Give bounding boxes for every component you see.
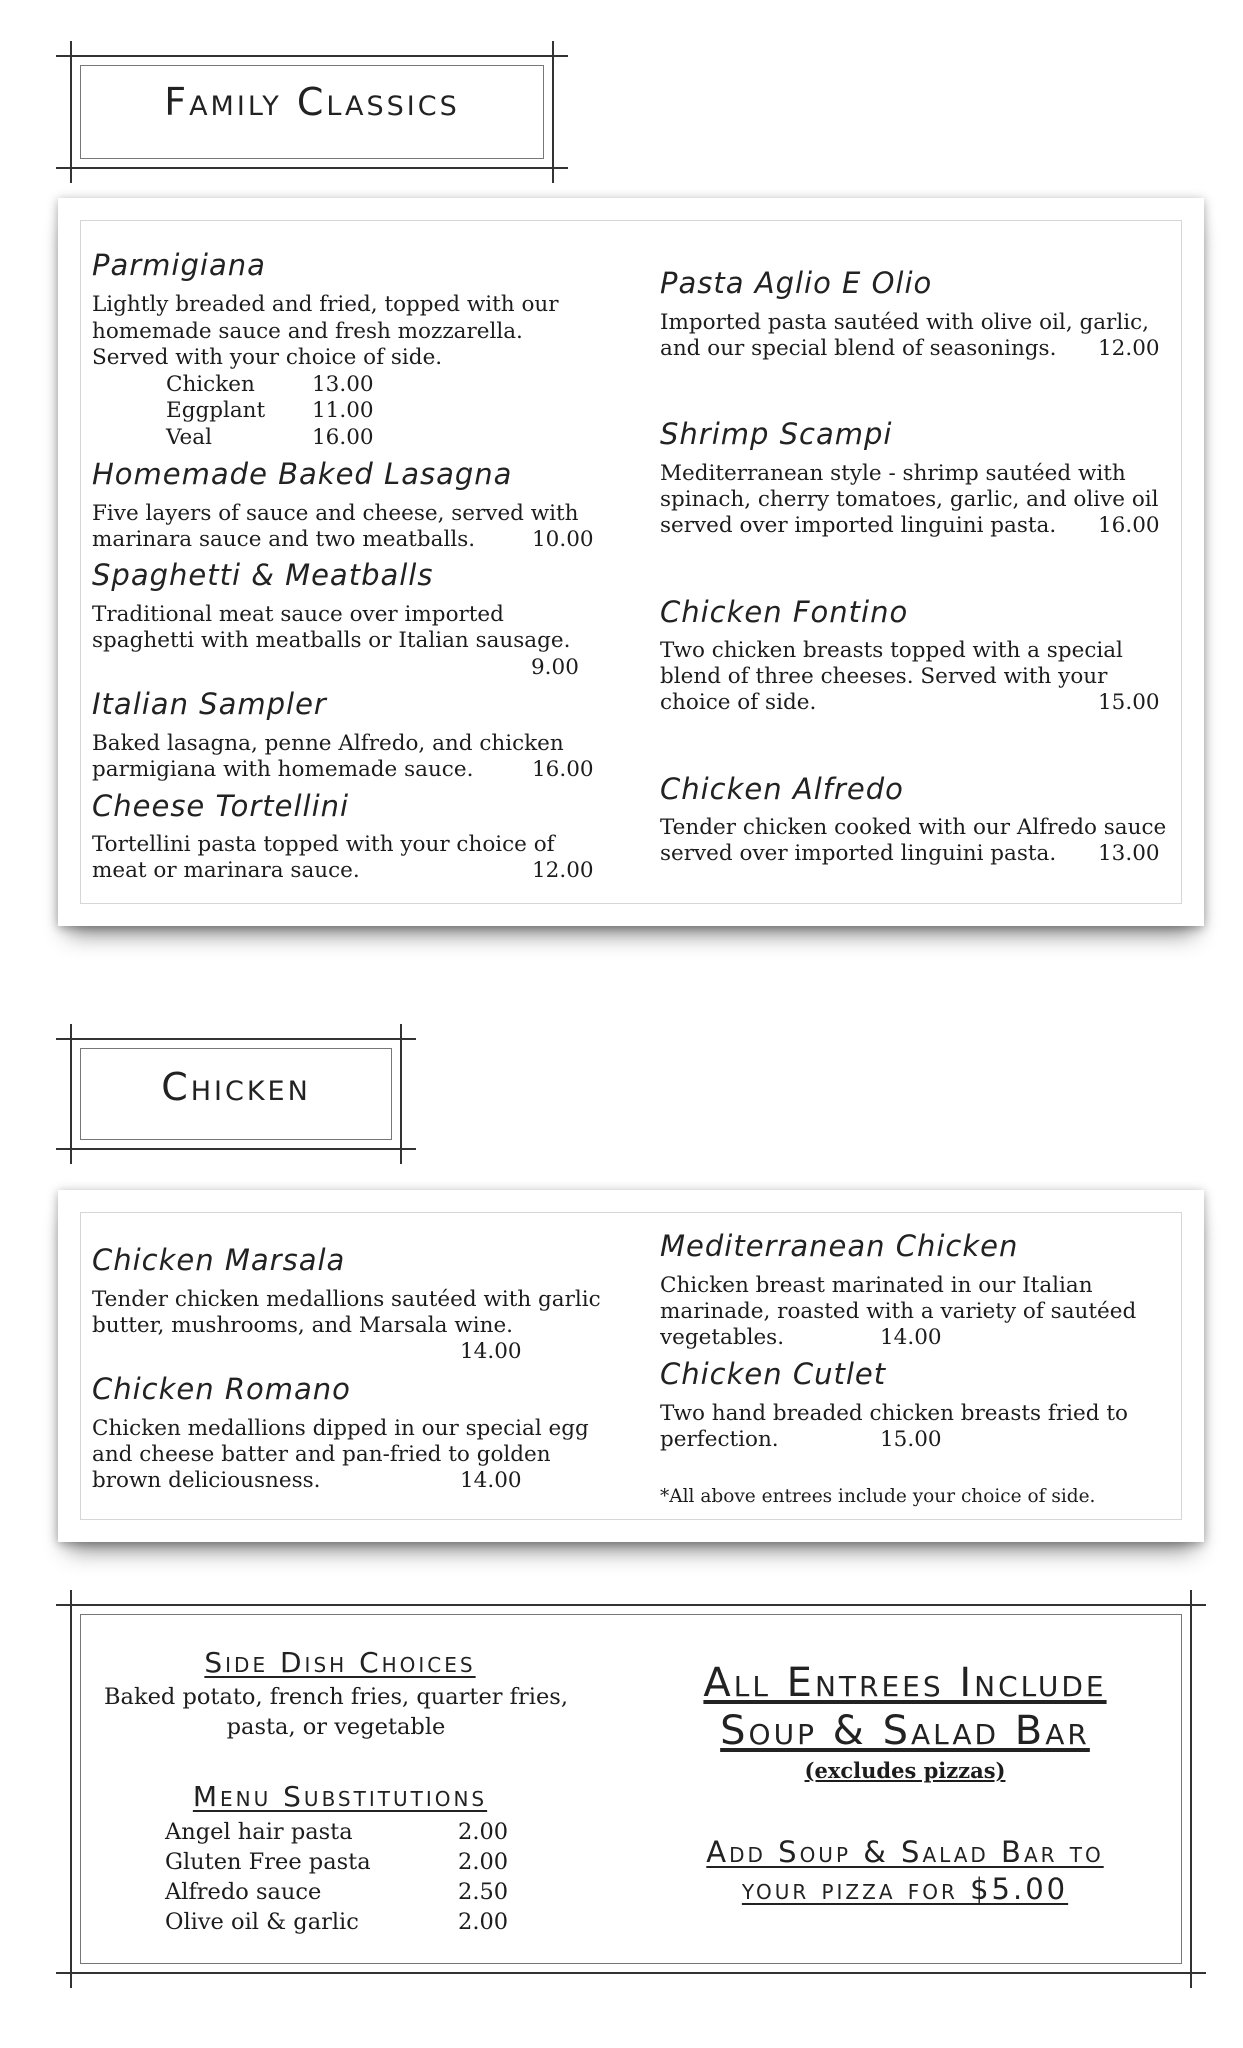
dish-price: 15.00 [880, 1427, 942, 1452]
addon-line2: your pizza for $5.00 [741, 1872, 1069, 1906]
dish-description: perfection. [660, 1427, 779, 1452]
dish-description: spaghetti with meatballs or Italian sausage. [92, 628, 571, 653]
dish-price: 9.00 [531, 655, 579, 680]
promo-headline-line2: Soup & Salad Bar [720, 1708, 1090, 1754]
dish-description: Five layers of sauce and cheese, served with [92, 501, 579, 526]
dish-description: and our special blend of seasonings. [660, 336, 1057, 361]
promo-headline-line1: All Entrees Include [703, 1660, 1107, 1706]
dish-description: Tender chicken medallions sautéed with garlic [92, 1287, 601, 1312]
chicken-title-frame [70, 1038, 402, 1150]
dish-description: Traditional meat sauce over imported [92, 602, 504, 627]
option-price: 16.00 [312, 425, 374, 450]
substitution-price: 2.00 [458, 1909, 509, 1935]
dish-description: choice of side. [660, 690, 817, 715]
family-classics-title-frame [70, 55, 554, 169]
substitution-price: 2.00 [458, 1849, 509, 1875]
dish-description: brown deliciousness. [92, 1468, 321, 1493]
dish-name: Chicken Romano [92, 1372, 351, 1406]
substitution-label: Angel hair pasta [165, 1819, 353, 1845]
dish-price: 12.00 [1098, 336, 1160, 361]
dish-description: and cheese batter and pan-fried to golden [92, 1442, 551, 1467]
dish-name: Pasta Aglio E Olio [660, 266, 933, 300]
dish-description: Two chicken breasts topped with a special [660, 638, 1123, 663]
dish-price: 14.00 [460, 1339, 522, 1364]
dish-description: Baked lasagna, penne Alfredo, and chicken [92, 731, 564, 756]
dish-description: Served with your choice of side. [92, 345, 443, 370]
dish-description: parmigiana with homemade sauce. [92, 757, 474, 782]
dish-description: Imported pasta sautéed with olive oil, garlic, [660, 310, 1149, 335]
option-label: Veal [166, 425, 212, 450]
dish-name: Homemade Baked Lasagna [92, 457, 513, 491]
dish-description: served over imported linguini pasta. [660, 513, 1057, 538]
dish-description: meat or marinara sauce. [92, 858, 360, 883]
dish-description: butter, mushrooms, and Marsala wine. [92, 1313, 514, 1338]
dish-name: Chicken Cutlet [660, 1357, 887, 1391]
dish-price: 13.00 [1098, 841, 1160, 866]
substitution-label: Olive oil & garlic [165, 1909, 359, 1935]
dish-description: served over imported linguini pasta. [660, 841, 1057, 866]
dish-name: Chicken Marsala [92, 1243, 346, 1277]
dish-description: Two hand breaded chicken breasts fried to [660, 1401, 1128, 1426]
menu-substitutions-heading: Menu Substitutions [192, 1780, 488, 1813]
dish-name: Mediterranean Chicken [660, 1229, 1019, 1263]
dish-description: Tortellini pasta topped with your choice of [92, 832, 555, 857]
dish-name: Chicken Fontino [660, 595, 909, 629]
side-dish-list: Baked potato, french fries, quarter fries, [104, 1684, 568, 1710]
option-price: 11.00 [312, 398, 374, 423]
substitution-price: 2.00 [458, 1819, 509, 1845]
dish-price: 14.00 [460, 1468, 522, 1493]
promo-exclusion-note: (excludes pizzas) [804, 1758, 1006, 1783]
dish-price: 14.00 [880, 1325, 942, 1350]
dish-description: Chicken breast marinated in our Italian [660, 1273, 1093, 1298]
dish-description: vegetables. [660, 1325, 785, 1350]
dish-price: 12.00 [532, 858, 594, 883]
substitution-price: 2.50 [458, 1879, 509, 1905]
dish-price: 10.00 [532, 527, 594, 552]
dish-name: Parmigiana [92, 248, 266, 282]
side-dish-list: pasta, or vegetable [226, 1714, 446, 1740]
side-dish-choices-heading: Side Dish Choices [204, 1646, 476, 1679]
dish-description: homemade sauce and fresh mozzarella. [92, 319, 523, 344]
dish-price: 15.00 [1098, 690, 1160, 715]
option-label: Eggplant [166, 398, 266, 423]
dish-description: blend of three cheeses. Served with your [660, 664, 1108, 689]
dish-description: Chicken medallions dipped in our special egg [92, 1416, 589, 1441]
dish-description: marinade, roasted with a variety of sautéed [660, 1299, 1137, 1324]
addon-line1: Add Soup & Salad Bar to [706, 1835, 1104, 1869]
entrees-side-note: *All above entrees include your choice of side. [660, 1486, 1096, 1507]
dish-price: 16.00 [1098, 513, 1160, 538]
dish-name: Italian Sampler [92, 687, 327, 721]
dish-description: Lightly breaded and fried, topped with our [92, 292, 559, 317]
dish-description: Mediterranean style - shrimp sautéed with [660, 461, 1126, 486]
dish-name: Cheese Tortellini [92, 789, 350, 823]
option-label: Chicken [166, 372, 255, 397]
family-classics-heading: Family Classics [164, 80, 460, 124]
substitution-label: Alfredo sauce [165, 1879, 322, 1905]
dish-description: Tender chicken cooked with our Alfredo sauce [660, 815, 1167, 840]
dish-name: Spaghetti & Meatballs [92, 558, 434, 592]
dish-description: spinach, cherry tomatoes, garlic, and olive oil [660, 487, 1159, 512]
dish-name: Chicken Alfredo [660, 772, 904, 806]
dish-name: Shrimp Scampi [660, 417, 893, 451]
dish-description: marinara sauce and two meatballs. [92, 527, 476, 552]
dish-price: 16.00 [532, 757, 594, 782]
option-price: 13.00 [312, 372, 374, 397]
chicken-heading: Chicken [161, 1065, 311, 1109]
substitution-label: Gluten Free pasta [165, 1849, 371, 1875]
